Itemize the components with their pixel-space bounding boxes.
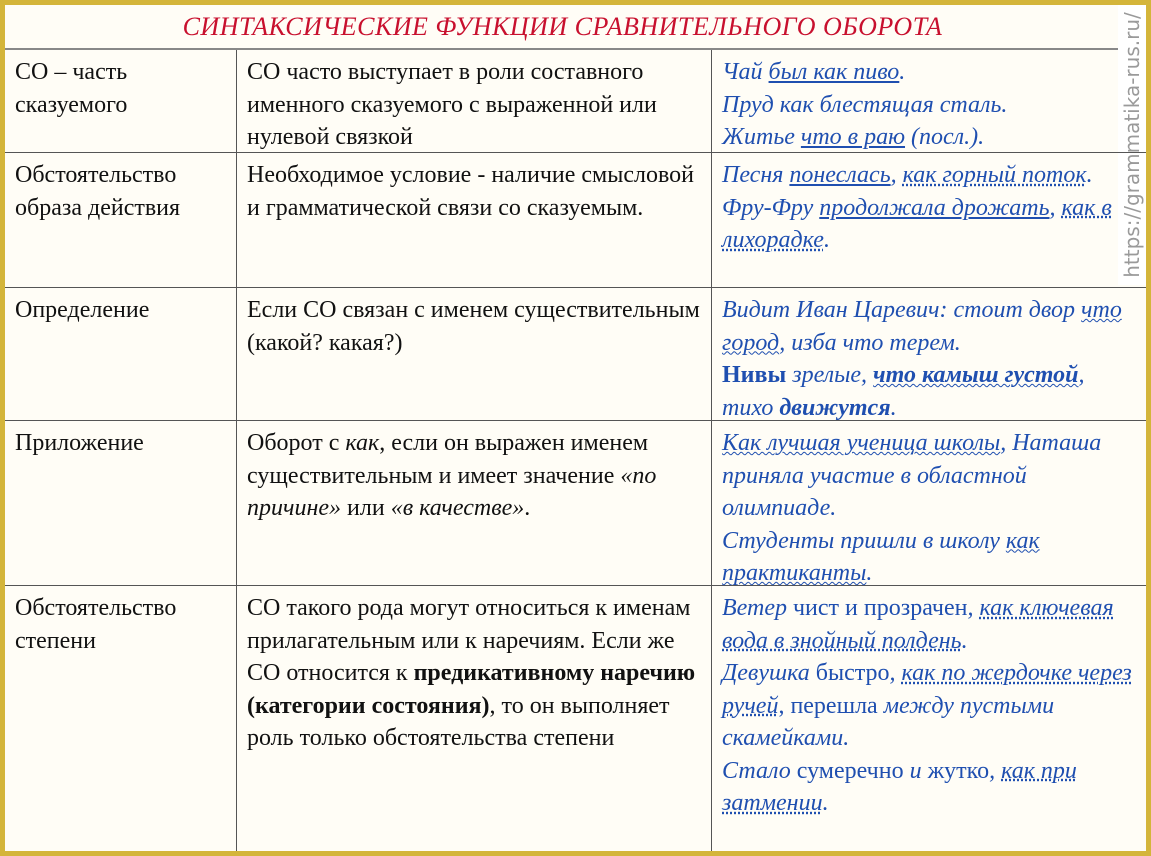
underlined-predicate: был как пиво <box>768 59 900 85</box>
function-cell: Приложение <box>5 421 237 586</box>
functions-table <box>5 50 1146 851</box>
underlined-adverbial: как в лихорадке <box>722 194 1112 253</box>
example-subject: Нивы <box>722 362 787 388</box>
underlined-predicate: продолжала дрожать <box>819 194 1050 221</box>
underlined-adverbial: как ключевая вода в знойный полдень <box>722 595 1114 654</box>
example-cell <box>712 586 1146 851</box>
example-text: (посл.). <box>905 124 985 150</box>
description-bold: предикативному наречию (категории состояния) <box>247 660 696 719</box>
example-text: Фру-Фру <box>722 194 820 221</box>
description-italic: «в качестве» <box>390 495 525 521</box>
example-text: , тихо <box>722 362 1085 421</box>
description-text: СО такого рода могут относиться к именам прилагательным или к наречиям. Если же СО относится к <box>247 595 691 686</box>
example-text: зрелые, <box>786 362 873 388</box>
underlined-adverbial: как горный поток <box>902 162 1087 188</box>
example-predicate: движутся <box>779 394 891 421</box>
example-text: , изба что терем. <box>779 329 961 356</box>
example-text: Чай <box>722 59 769 85</box>
underlined-adverbial: как по жердочке через ручей <box>722 660 1132 719</box>
example-text: , <box>1000 430 1007 456</box>
underlined-attribute: что город <box>722 297 1122 356</box>
page-title: СИНТАКСИЧЕСКИЕ ФУНКЦИИ СРАВНИТЕЛЬНОГО ОБОРОТА <box>5 5 1120 50</box>
example-text: Студенты пришли в школу <box>722 527 1006 554</box>
example-cell <box>712 288 1146 421</box>
example-text: . <box>961 627 968 654</box>
example-text: , <box>989 757 1002 784</box>
function-cell: Обстоятельство образа действия <box>5 153 237 288</box>
description-cell <box>237 421 712 586</box>
example-line <box>722 755 1138 820</box>
example-text: Видит Иван Царевич: стоит двор <box>722 297 1082 323</box>
example-predicate: перешла <box>790 692 878 719</box>
example-text: сумеречно <box>790 757 910 784</box>
example-text: быстро <box>809 660 890 686</box>
example-text: , <box>967 595 980 621</box>
example-text: , <box>1049 194 1062 221</box>
example-line <box>722 192 1138 257</box>
example-text: Наташа приняла участие в областной олимпиаде. <box>722 430 1102 521</box>
example-text: . <box>1086 162 1093 188</box>
underlined-adverbial: как при затмении <box>722 757 1077 816</box>
example-text: Песня <box>722 162 790 188</box>
example-cell <box>712 153 1146 288</box>
example-text: , <box>889 660 902 686</box>
example-line <box>722 56 1138 89</box>
example-text: жутко <box>921 757 990 784</box>
example-text: и <box>909 757 922 784</box>
description-italic: «по причине» <box>247 462 657 521</box>
example-text: Житье <box>722 124 801 150</box>
description-cell <box>237 586 712 851</box>
function-cell: СО – часть сказуемого <box>5 50 237 153</box>
example-text: . <box>899 59 906 85</box>
example-text: . <box>890 394 897 421</box>
example-cell <box>712 50 1146 153</box>
example-text: , <box>778 692 791 719</box>
example-line <box>722 525 1138 590</box>
example-line: Пруд как блестящая сталь. <box>722 91 1008 118</box>
example-predicate: чист и прозрачен <box>786 595 968 621</box>
underlined-apposition: как практиканты <box>722 527 1040 586</box>
function-cell: Определение <box>5 288 237 421</box>
function-cell: Обстоятельство степени <box>5 586 237 851</box>
underlined-attribute: что камыш густой <box>873 362 1079 388</box>
example-text: между пустыми скамейками. <box>722 692 1055 751</box>
example-cell <box>712 421 1146 586</box>
description-cell: Необходимое условие - наличие смысловой и грамматической связи со сказуемым. <box>237 153 712 288</box>
watermark-text: https://grammatika-rus.ru/ <box>1120 12 1144 278</box>
description-text: , то он выполняет роль только обстоятельства степени <box>247 692 670 751</box>
example-text: . <box>866 560 873 586</box>
example-text: . <box>823 227 830 253</box>
example-text: . <box>822 790 829 816</box>
description-text: Оборот с <box>247 430 346 456</box>
example-subject: Девушка <box>722 660 810 686</box>
underlined-predicate: что в раю <box>800 124 906 150</box>
example-line <box>722 657 1138 755</box>
description-cell: Если СО связан с именем существительным (какой? какая?) <box>237 288 712 421</box>
underlined-predicate: понеслась <box>789 162 891 188</box>
example-subject: Ветер <box>722 595 787 621</box>
example-text: , <box>890 162 903 188</box>
description-italic: как <box>345 430 380 456</box>
page <box>5 5 1146 851</box>
description-text: , если он выражен именем существительным и имеет значение <box>247 430 649 489</box>
description-cell: СО часто выступает в роли составного именного сказуемого с выраженной или нулевой связкой <box>237 50 712 153</box>
example-line <box>722 121 1138 154</box>
underlined-apposition: Как лучшая ученица школы <box>722 430 1001 456</box>
example-line <box>722 359 1138 424</box>
description-text: . <box>524 495 531 521</box>
description-text: или <box>341 495 391 521</box>
example-text: Стало <box>722 757 791 784</box>
